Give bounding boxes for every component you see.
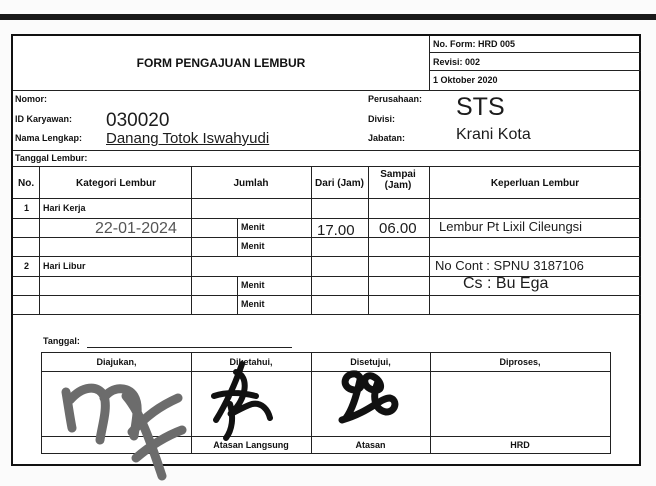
sig-footer-direct-supervisor: Atasan Langsung xyxy=(213,440,289,450)
signature-date-label: Tanggal: xyxy=(43,336,80,346)
form-date: 1 Oktober 2020 xyxy=(433,75,498,85)
row1-category: Hari Kerja xyxy=(43,203,86,213)
row1-unit-2: Menit xyxy=(241,241,265,251)
sig-header-approved: Disetujui, xyxy=(350,357,391,367)
col-header-no: No. xyxy=(18,178,35,189)
approver-signature xyxy=(342,374,395,420)
row2-category: Hari Libur xyxy=(43,261,86,271)
form-number: No. Form: HRD 005 xyxy=(433,39,516,49)
position-value: Krani Kota xyxy=(456,126,531,143)
col-header-category: Kategori Lembur xyxy=(75,178,156,189)
nomor-label: Nomor: xyxy=(15,94,47,104)
employee-id-label: ID Karyawan: xyxy=(15,114,73,124)
col-header-amount: Jumlah xyxy=(233,178,269,189)
overtime-date-label: Tanggal Lembur: xyxy=(15,153,88,163)
sig-header-acknowledged: Diketahui, xyxy=(229,357,273,367)
row2-contact: Cs : Bu Ega xyxy=(463,275,549,292)
row1-to-time: 06.00 xyxy=(379,220,417,237)
submitter-signature xyxy=(66,388,182,476)
sig-header-processed: Diproses, xyxy=(499,357,541,367)
company-value: STS xyxy=(456,93,505,121)
row2-no: 2 xyxy=(24,261,30,271)
full-name-value: Danang Totok Iswahyudi xyxy=(106,130,270,147)
division-label: Divisi: xyxy=(368,114,396,124)
sig-footer-hrd: HRD xyxy=(510,440,530,450)
sig-footer-supervisor: Atasan xyxy=(355,440,386,450)
row2-unit-2: Menit xyxy=(241,299,265,309)
position-label: Jabatan: xyxy=(368,133,406,143)
row1-from-time: 17.00 xyxy=(317,222,355,239)
row2-unit-1: Menit xyxy=(241,280,265,290)
revision-number: Revisi: 002 xyxy=(433,57,481,67)
acknowledger-signature xyxy=(214,364,270,438)
col-header-from: Dari (Jam) xyxy=(315,178,364,189)
row1-no: 1 xyxy=(24,203,30,213)
sig-header-submitted: Diajukan, xyxy=(96,357,137,367)
col-header-purpose: Keperluan Lembur xyxy=(490,178,580,189)
form-title: FORM PENGAJUAN LEMBUR xyxy=(136,56,306,70)
row1-unit-1: Menit xyxy=(241,222,265,232)
row1-date: 22-01-2024 xyxy=(95,220,177,237)
row2-container-no: No Cont : SPNU 3187106 xyxy=(435,258,584,273)
col-header-to: Sampai (Jam) xyxy=(380,169,416,191)
full-name-label: Nama Lengkap: xyxy=(15,133,83,143)
company-label: Perusahaan: xyxy=(368,94,423,104)
row1-purpose: Lembur Pt Lixil Cileungsi xyxy=(439,219,583,234)
employee-id-value: 030020 xyxy=(106,110,170,131)
